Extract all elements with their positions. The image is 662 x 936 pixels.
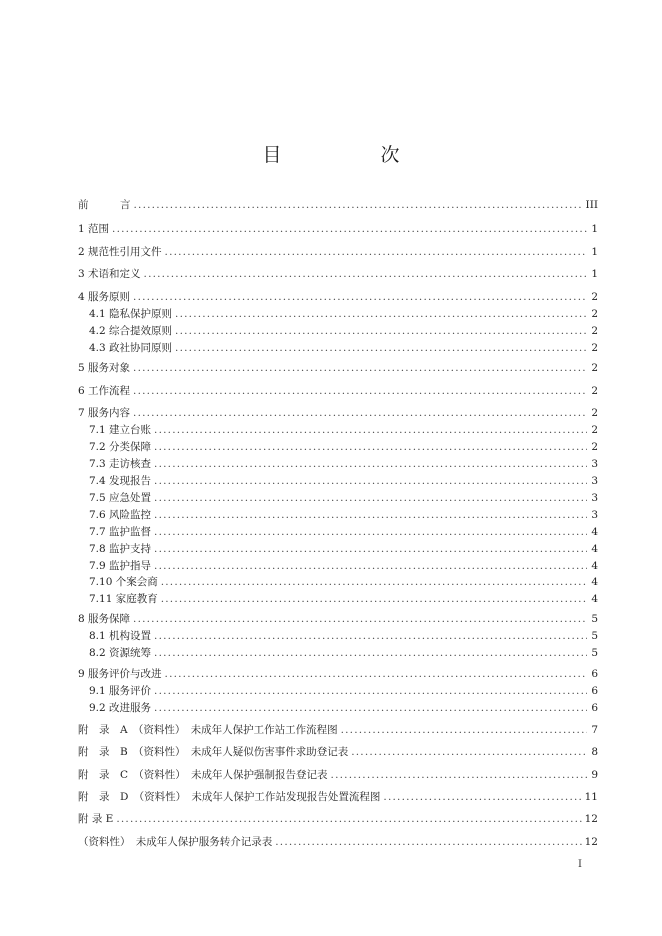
toc-entry-4-3[interactable]: [78, 342, 598, 355]
toc-label: 7.10 个案会商: [89, 576, 158, 588]
toc-page: 5: [591, 630, 598, 642]
toc-page: 2: [591, 424, 598, 436]
toc-page: 3: [591, 492, 598, 504]
toc-page: 12: [584, 813, 598, 825]
dot-leader: [154, 543, 587, 556]
toc-entry-appendix-c[interactable]: [78, 769, 598, 782]
dot-leader: [133, 407, 587, 420]
toc-entry-9-1[interactable]: [78, 685, 598, 698]
dot-leader: [331, 769, 587, 782]
toc-entry-4[interactable]: [78, 291, 598, 304]
toc-page: 1: [591, 268, 598, 280]
dot-leader: [154, 526, 587, 539]
dot-leader: [275, 836, 581, 849]
toc-page: 5: [591, 613, 598, 625]
dot-leader: [116, 813, 581, 826]
toc-label: 7.7 监护监督: [89, 526, 152, 538]
toc-label: 附 录 E: [78, 813, 114, 825]
dot-leader: [175, 325, 587, 338]
toc-label: 9 服务评价与改进: [78, 668, 162, 680]
toc-label: 附 录 B （资料性） 未成年人疑似伤害事件求助登记表: [78, 746, 349, 758]
dot-leader: [165, 246, 587, 259]
dot-leader: [154, 441, 587, 454]
toc-page: 6: [591, 668, 598, 680]
dot-leader: [133, 291, 587, 304]
toc-page: 1: [591, 246, 598, 258]
toc-entry-4-1[interactable]: [78, 308, 598, 321]
toc-entry-5[interactable]: [78, 362, 598, 375]
toc-page: 2: [591, 308, 598, 320]
dot-leader: [133, 613, 587, 626]
toc-label: 7.2 分类保障: [89, 441, 152, 453]
toc-entry-2[interactable]: [78, 246, 598, 259]
dot-leader: [383, 791, 581, 804]
toc-entry-6[interactable]: [78, 385, 598, 398]
toc-label: 7.6 风险监控: [89, 509, 152, 521]
dot-leader: [154, 647, 587, 660]
toc-page: 3: [591, 509, 598, 521]
toc-entry-3[interactable]: [78, 268, 598, 281]
toc-page: 11: [584, 791, 598, 803]
dot-leader: [165, 668, 587, 681]
toc-entry-7[interactable]: [78, 407, 598, 420]
toc-page: 12: [584, 836, 598, 848]
dot-leader: [161, 593, 587, 606]
toc-label: 前 言: [78, 199, 131, 211]
toc-label: 8 服务保障: [78, 613, 131, 625]
toc-entry-foreword[interactable]: [78, 199, 598, 212]
toc-page: 2: [591, 362, 598, 374]
toc-page: 6: [591, 685, 598, 697]
dot-leader: [154, 475, 587, 488]
toc-entry-8[interactable]: [78, 613, 598, 626]
toc-entry-7-6[interactable]: [78, 509, 598, 522]
toc-entry-8-1[interactable]: [78, 630, 598, 643]
toc-page: 3: [591, 475, 598, 487]
dot-leader: [154, 509, 587, 522]
toc-entry-appendix-b[interactable]: [78, 746, 598, 759]
toc-label: 3 术语和定义: [78, 268, 141, 280]
toc-label: 附 录 D （资料性） 未成年人保护工作站发现报告处置流程图: [78, 791, 381, 803]
toc-entry-9-2[interactable]: [78, 702, 598, 715]
dot-leader: [134, 199, 583, 212]
dot-leader: [154, 560, 587, 573]
toc-page: 8: [591, 746, 598, 758]
toc-page: 9: [591, 769, 598, 781]
toc-label: 7.5 应急处置: [89, 492, 152, 504]
toc-page: 4: [591, 526, 598, 538]
toc-page: 2: [591, 291, 598, 303]
dot-leader: [133, 385, 587, 398]
dot-leader: [161, 576, 587, 589]
toc-label: 7.11 家庭教育: [89, 593, 158, 605]
toc-entry-7-11[interactable]: [78, 593, 598, 606]
toc-label: 2 规范性引用文件: [78, 246, 162, 258]
dot-leader: [154, 424, 587, 437]
page-number: I: [578, 859, 582, 870]
dot-leader: [133, 362, 587, 375]
toc-page: 2: [591, 342, 598, 354]
toc-label: 9.2 改进服务: [89, 702, 152, 714]
toc-entry-appendix-d[interactable]: [78, 791, 598, 804]
toc-page: 4: [591, 560, 598, 572]
toc-label: 4.3 政社协同原则: [89, 342, 173, 354]
toc-entry-appendix-e-title[interactable]: [78, 836, 598, 849]
toc-page: 2: [591, 385, 598, 397]
dot-leader: [351, 746, 587, 759]
toc-entry-7-8[interactable]: [78, 543, 598, 556]
dot-leader: [175, 342, 587, 355]
toc-page: 3: [591, 458, 598, 470]
dot-leader: [154, 702, 587, 715]
toc-label: （资料性） 未成年人保护服务转介记录表: [78, 836, 273, 848]
dot-leader: [154, 685, 587, 698]
toc-page: III: [585, 199, 598, 211]
toc-entry-1[interactable]: [78, 223, 598, 236]
toc-label: 附 录 A （资料性） 未成年人保护工作站工作流程图: [78, 724, 338, 736]
toc-entry-7-9[interactable]: [78, 560, 598, 573]
toc-entry-7-2[interactable]: [78, 441, 598, 454]
toc-page: 2: [591, 325, 598, 337]
dot-leader: [154, 630, 587, 643]
toc-page: 5: [591, 647, 598, 659]
dot-leader: [154, 458, 587, 471]
toc-label: 4 服务原则: [78, 291, 131, 303]
toc-entry-4-2[interactable]: [78, 325, 598, 338]
toc-entry-7-4[interactable]: [78, 475, 598, 488]
toc-label: 8.1 机构设置: [89, 630, 152, 642]
dot-leader: [144, 268, 587, 281]
toc-label: 4.2 综合提效原则: [89, 325, 173, 337]
toc-page: 4: [591, 543, 598, 555]
toc-page: 2: [591, 407, 598, 419]
toc-label: 8.2 资源统筹: [89, 647, 152, 659]
toc-entry-8-2[interactable]: [78, 647, 598, 660]
toc-label: 附 录 C （资料性） 未成年人保护强制报告登记表: [78, 769, 328, 781]
toc-entry-appendix-e[interactable]: [78, 813, 598, 826]
toc-entry-7-5[interactable]: [78, 492, 598, 505]
dot-leader: [154, 492, 587, 505]
toc-entry-7-1[interactable]: [78, 424, 598, 437]
toc-label: 7.4 发现报告: [89, 475, 152, 487]
toc-page: 6: [591, 702, 598, 714]
toc-label: 7.8 监护支持: [89, 543, 152, 555]
toc-entry-appendix-a[interactable]: [78, 724, 598, 737]
toc-label: 6 工作流程: [78, 385, 131, 397]
toc-page: 4: [591, 593, 598, 605]
toc-label: 7.9 监护指导: [89, 560, 152, 572]
toc-entry-7-10[interactable]: [78, 576, 598, 589]
toc-label: 1 范围: [78, 223, 110, 235]
toc-label: 7 服务内容: [78, 407, 131, 419]
toc-page: 7: [591, 724, 598, 736]
toc-page: 2: [591, 441, 598, 453]
toc-entry-7-7[interactable]: [78, 526, 598, 539]
toc-page: 4: [591, 576, 598, 588]
page-title: 目 次: [262, 144, 440, 166]
toc-entry-9[interactable]: [78, 668, 598, 681]
toc-label: 4.1 隐私保护原则: [89, 308, 173, 320]
toc-label: 5 服务对象: [78, 362, 131, 374]
toc-label: 7.3 走访核查: [89, 458, 152, 470]
dot-leader: [112, 223, 587, 236]
toc-page: 1: [591, 223, 598, 235]
dot-leader: [341, 724, 587, 737]
dot-leader: [175, 308, 587, 321]
toc-label: 9.1 服务评价: [89, 685, 152, 697]
toc-label: 7.1 建立台账: [89, 424, 152, 436]
toc-entry-7-3[interactable]: [78, 458, 598, 471]
